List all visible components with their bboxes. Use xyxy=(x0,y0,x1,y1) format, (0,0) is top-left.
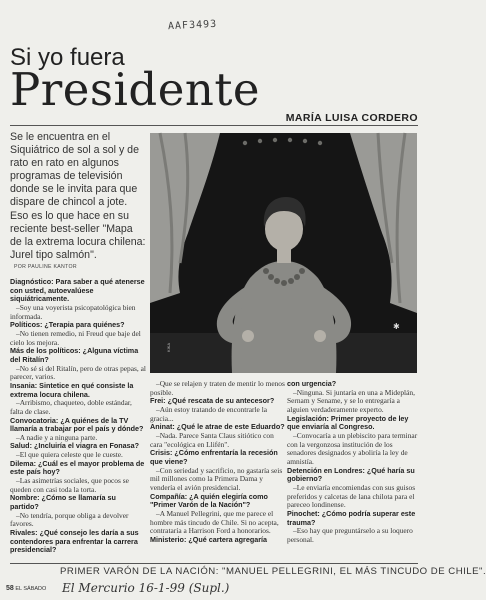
answer: –Arribismo, chaqueteo, doble estándar, falta de clase. xyxy=(10,398,132,416)
answer: –No tienen remedio, ni Freud que baje del cielo los mejora. xyxy=(10,328,141,347)
answer: –A Manuel Pellegrini, que me parece el hombre más tincudo de Chile. Si no acepta, contrataría a Harrison Ford a honorarios. xyxy=(150,508,279,536)
answer: –Eso hay que preguntárselo a su loquero personal. xyxy=(287,526,413,544)
question: Políticos: ¿Terapia para quiénes? xyxy=(10,320,125,330)
answer: –Las asimetrías sociales, que pocos se queden con casi toda la torta. xyxy=(10,476,129,494)
qa-column-2 xyxy=(150,380,286,544)
question: Rivales: ¿Qué consejo les daría a sus contendores para enfrentar la carrera presidencial? xyxy=(10,528,139,555)
page-footer xyxy=(6,585,46,592)
qa-column-1 xyxy=(10,278,146,555)
header-rule xyxy=(10,125,418,126)
question: Aninat: ¿Qué le atrae de este Eduardo? xyxy=(150,422,285,432)
portrait-photo xyxy=(150,133,417,373)
answer: –El que quiera celeste que le cueste. xyxy=(16,450,123,460)
answer: –Que se relajen y traten de mentir lo menos posible. xyxy=(150,379,285,397)
answer: –Nada. Parece Santa Claus sitiótico con cara "ecológica en Llifén". xyxy=(150,430,274,449)
archive-stamp: AAF3493 xyxy=(167,18,218,33)
answer: –A nadie y a ninguna parte. xyxy=(16,432,98,442)
question: Ministerio: ¿Qué cartera agregaría xyxy=(150,534,268,544)
answer: –Le enviaría encomiendas con sus guisos preferidos y calcetas de lana chilota para el pareceo londinense. xyxy=(287,482,416,510)
page-number: 58 xyxy=(6,585,14,592)
headline-prefix: Si yo fuera xyxy=(10,44,125,71)
photo-credit: KIKA xyxy=(166,342,171,352)
answer: –Con seriedad y sacrificio, no gastaría seis mil millones como la Primera Dama y vendería el avión presidencial. xyxy=(150,465,283,492)
intro-paragraph: Se le encuentra en el Siquiátrico de sol a sol y de rato en rato en algunos programas de televisión donde se le invita para que dispare de chincol a jote. Eso es lo que hace en su reciente best-seller "Mapa de la extrema locura chilena: Jurel tipo salmón". xyxy=(10,131,146,261)
question: Crisis: ¿Cómo enfrentaría la recesión que viene? xyxy=(150,448,278,466)
question: Más de los políticos: ¿Alguna víctima del Ritalín? xyxy=(10,346,139,364)
question: Compañía: ¿A quién elegiría como "Primer Varón de la Nación"? xyxy=(150,491,268,510)
question: Convocatoria: ¿A quiénes de la TV llamaría a trabajar por el país y dónde? xyxy=(10,415,144,434)
author-name: MARÍA LUISA CORDERO xyxy=(285,112,418,124)
svg-text:✱: ✱ xyxy=(393,322,400,331)
portrait-illustration xyxy=(150,133,417,373)
question: Dilema: ¿Cuál es el mayor problema de este país hoy? xyxy=(10,458,145,477)
answer: –Convocaría a un plebiscito para terminar con la vergonzosa institución de los senadores designados y aboliría la ley de amnistía. xyxy=(287,430,418,466)
answer: –No tendría, porque obliga a devolver favores. xyxy=(10,510,129,529)
answer: –No sé si del Ritalín, pero de otras pepas, al parecer, varios. xyxy=(10,363,146,382)
question: Pinochet: ¿Cómo podría superar este trauma? xyxy=(287,508,416,527)
qa-column-3 xyxy=(287,380,421,544)
question: con urgencia? xyxy=(287,379,337,388)
question: Salud: ¿Incluiría el viagra en Fonasa? xyxy=(10,441,140,451)
question: Diagnóstico: Para saber a qué atenerse con usted, autoevalúese siquiátricamente. xyxy=(10,277,145,304)
question: Detención en Londres: ¿Qué haría su gobierno? xyxy=(287,465,415,484)
question: Insania: Sintetice en qué consiste la extrema locura chilena. xyxy=(10,380,134,399)
footer-rule xyxy=(10,563,418,564)
question: Legislación: Primer proyecto de ley que enviaría al Congreso. xyxy=(287,413,409,432)
handwritten-source-note: El Mercurio 16-1-99 (Supl.) xyxy=(62,581,230,595)
headline: Presidente xyxy=(10,63,261,116)
question: Nombre: ¿Cómo se llamaría su partido? xyxy=(10,493,116,512)
answer: –Soy una voyerista psicopatológica bien informada. xyxy=(10,302,136,321)
pull-quote: PRIMER VARÓN DE LA NACIÓN: "MANUEL PELLEGRINI, EL MÁS TINCUDO DE CHILE". xyxy=(60,566,486,577)
answer: –Aún estoy tratando de encontrarle la gracia... xyxy=(150,404,268,423)
question: Frei: ¿Qué rescata de su antecesor? xyxy=(150,396,275,406)
byline: POR PAULINE KANTOR xyxy=(14,264,77,270)
section-name: EL SÁBADO xyxy=(15,586,47,592)
answer: –Ninguna. Si juntaría en una a Mideplán, Sernam y Sename, y se lo entregaría a alguien verdaderamente experto. xyxy=(287,387,415,414)
